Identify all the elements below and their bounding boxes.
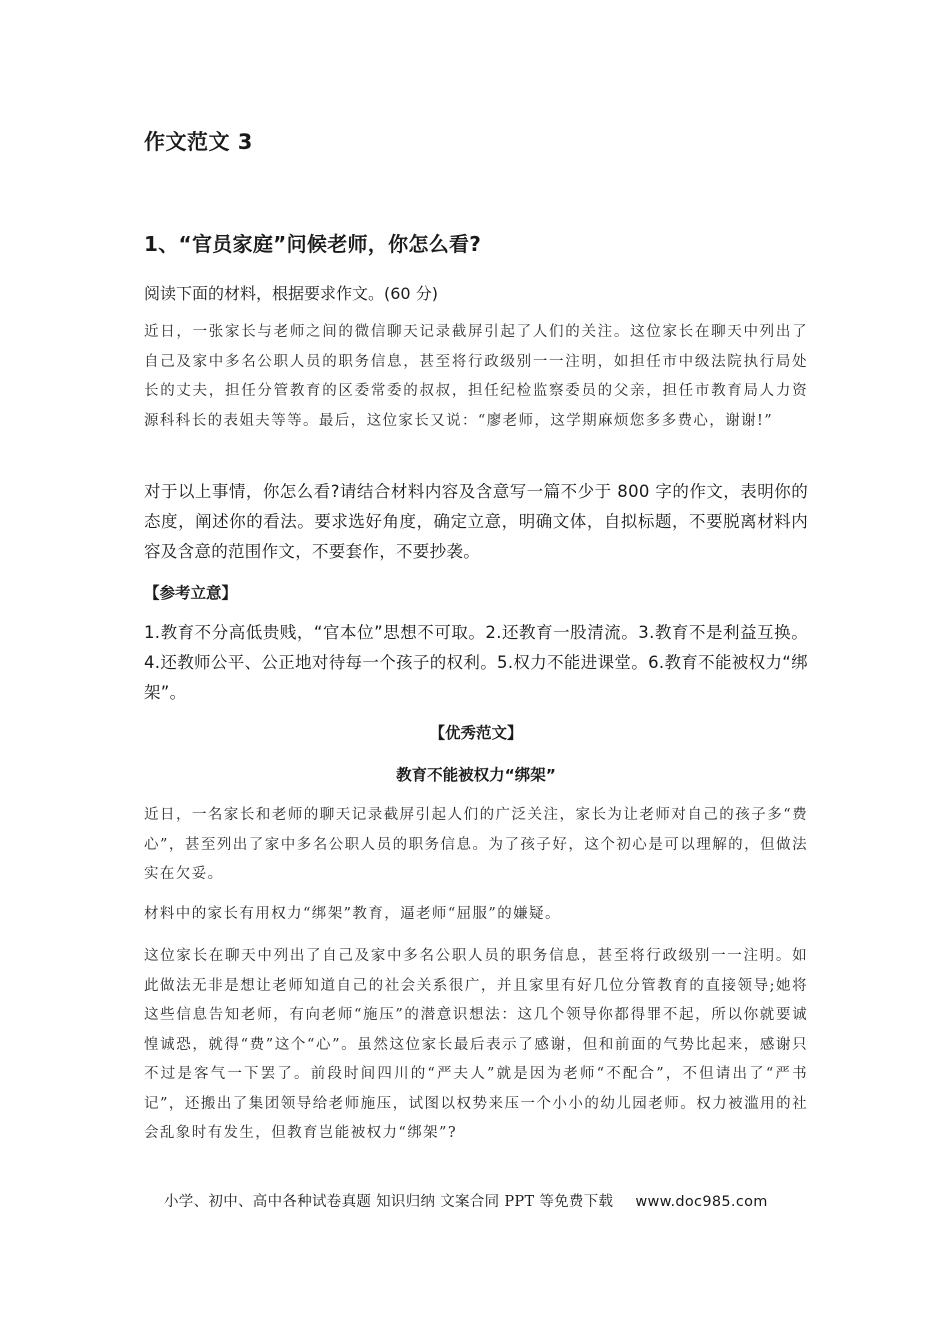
essay-heading: 【优秀范文】 [429, 724, 523, 742]
essay-paragraph: 这位家长在聊天中列出了自己及家中多名公职人员的职务信息，甚至将行政级别一一注明。如此做法无非是想让老师知道自己的社会关系很广，并且家里有好几位分管教育的直接领导;她将这些信息告知老师，有向老师“施压”的潜意识想法：这几个领导你都得罪不起，所以你就要诚惶诚恐，就得“费”这个“心”。虽然这位家长最后表示了感谢，但和前面的气势比起来，感谢只不过是客气一下罢了。前段时间四川的“严夫人”就是因为老师“不配合”，不但请出了“严书记”，还搬出了集团领导给老师施压，试图以权势来压一个小小的幼儿园老师。权力被滥用的社会乱象时有发生，但教育岂能被权力“绑架”? [144, 948, 808, 1141]
essay-title: 教育不能被权力“绑架” [396, 766, 556, 784]
reference-paragraph: 1.教育不分高低贵贱，“官本位”思想不可取。2.还教育一股清流。3.教育不是利益互换。4.还教师公平、公正地对待每一个孩子的权利。5.权力不能进课堂。6.教育不能被权力“绑架”。 [144, 623, 808, 702]
material-paragraph: 近日，一张家长与老师之间的微信聊天记录截屏引起了人们的关注。这位家长在聊天中列出了自己及家中多名公职人员的职务信息，甚至将行政级别一一注明，如担任市中级法院执行局处长的丈夫，担任分管教育的区委常委的叔叔，担任纪检监察委员的父亲，担任市教育局人力资源科科长的表姐夫等等。最后，这位家长又说：“廖老师，这学期麻烦您多多费心，谢谢!” [144, 324, 808, 429]
question-instruction: 阅读下面的材料，根据要求作文。(60 分) [144, 284, 438, 303]
footer-link[interactable]: www.doc985.com [635, 1194, 768, 1210]
document-title: 作文范文 3 [144, 130, 253, 154]
footer-text: 小学、初中、高中各种试卷真题 知识归纳 文案合同 PPT 等免费下载 [164, 1194, 614, 1210]
requirement-paragraph: 对于以上事情，你怎么看?请结合材料内容及含意写一篇不少于 800 字的作文，表明你的态度，阐述你的看法。要求选好角度，确定立意，明确文体，自拟标题，不要脱离材料内容及含意的范围作文，不要套作，不要抄袭。 [144, 482, 808, 561]
question-title: 1、“官员家庭”问候老师，你怎么看? [144, 232, 482, 256]
essay-paragraph: 近日，一名家长和老师的聊天记录截屏引起人们的广泛关注，家长为让老师对自己的孩子多“费心”，甚至列出了家中多名公职人员的职务信息。为了孩子好，这个初心是可以理解的，但做法实在欠妥。 [144, 807, 808, 882]
essay-paragraph: 材料中的家长有用权力“绑架”教育，逼老师“屈服”的嫌疑。 [144, 906, 561, 922]
reference-heading: 【参考立意】 [144, 584, 238, 602]
page-footer [164, 1190, 768, 1211]
